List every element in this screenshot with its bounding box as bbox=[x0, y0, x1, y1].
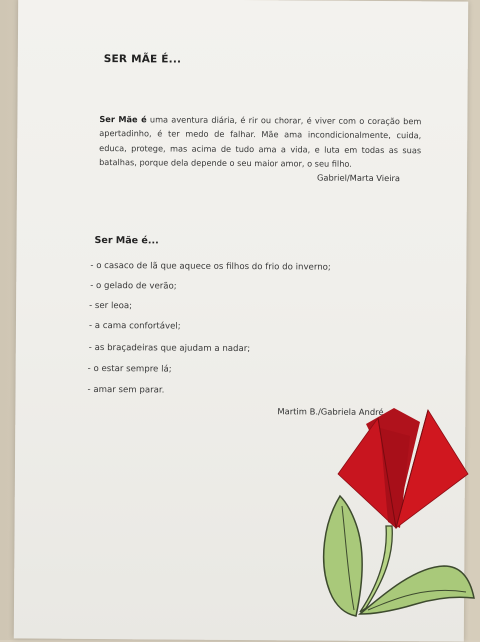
poem2-line: - amar sem parar. bbox=[87, 384, 165, 396]
poem2-line: - o gelado de verão; bbox=[90, 280, 177, 292]
poem1-title: SER MÃE É... bbox=[103, 53, 182, 66]
tulip-craft bbox=[316, 402, 476, 640]
poem2-line: - as braçadeiras que ajudam a nadar; bbox=[88, 342, 251, 355]
poem2-title: Ser Mãe é... bbox=[94, 234, 159, 247]
poem1-signature: Gabriel/Marta Vieira bbox=[316, 172, 401, 184]
poem1-lead: Ser Mãe é bbox=[99, 114, 147, 125]
poem1-body: uma aventura diária, é rir ou chorar, é viver com o coração bem apertadinho, é ter medo de falhar. Mãe ama incondicionalmente, cuida, educa, protege, mas acima de tudo ama a vida, e luta em todas as suas batalhas, porque dela depende o seu maior amor, o seu filho. bbox=[99, 114, 422, 169]
poem2-line: - ser leoa; bbox=[89, 300, 133, 312]
poem1-paragraph bbox=[99, 112, 421, 171]
poem2-line: - o estar sempre lá; bbox=[87, 363, 172, 375]
poem2-signature: Martim B./Gabriela André bbox=[277, 406, 384, 417]
poem2-line: - o casaco de lã que aquece os filhos do frio do inverno; bbox=[90, 260, 331, 273]
poem2-line: - a cama confortável; bbox=[88, 320, 181, 332]
